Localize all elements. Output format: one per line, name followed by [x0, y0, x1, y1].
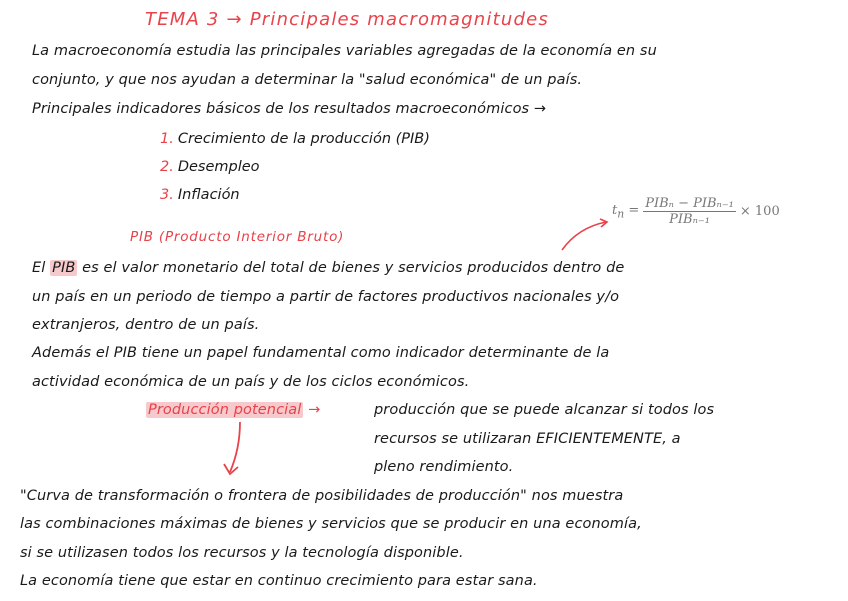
- page-title: TEMA 3 → Principales macromagnitudes: [145, 9, 549, 30]
- pib-def-line-3: extranjeros, dentro de un país.: [32, 317, 260, 333]
- curve-line-2: las combinaciones máximas de bienes y servicios que se producir en una economía,: [20, 516, 642, 532]
- pib-role-line-1: Además el PIB tiene un papel fundamental como indicador determinante de la: [32, 345, 610, 361]
- indicator-number: 1.: [160, 131, 174, 147]
- indicator-item-3: [160, 187, 240, 203]
- indicator-item-2: [160, 159, 260, 175]
- indicator-number: 3.: [160, 187, 174, 203]
- formula-times: × 100: [739, 204, 780, 219]
- curve-line-3: si se utilizasen todos los recursos y la tecnología disponible.: [20, 545, 464, 561]
- curve-line-1: "Curva de transformación o frontera de posibilidades de producción" nos muestra: [20, 488, 624, 504]
- down-arrow-icon: [222, 420, 252, 478]
- indicator-text: Crecimiento de la producción (PIB): [177, 131, 430, 147]
- potential-arrow: →: [308, 402, 321, 418]
- pib-role-line-2: actividad económica de un país y de los ciclos económicos.: [32, 374, 470, 390]
- formula-lhs: $t_n$ =: [612, 202, 640, 221]
- pib-highlight: PIB: [52, 260, 76, 276]
- potential-def-line-3: pleno rendimiento.: [374, 459, 514, 475]
- growth-formula: [612, 196, 780, 227]
- potential-def-line-1: producción que se puede alcanzar si todos los: [374, 402, 715, 418]
- intro-line-1: La macroeconomía estudia las principales variables agregadas de la economía en su: [32, 43, 657, 59]
- formula-fraction: [643, 196, 736, 227]
- formula-arrow-icon: [560, 218, 610, 252]
- closing-line: La economía tiene que estar en continuo crecimiento para estar sana.: [20, 573, 538, 589]
- indicator-text: Desempleo: [177, 159, 260, 175]
- potential-term-highlight: Producción potencial: [148, 402, 302, 418]
- potential-term: [146, 402, 320, 418]
- formula-numerator: PIBₙ − PIBₙ₋₁: [645, 196, 734, 211]
- pib-def-line-2: un país en un periodo de tiempo a partir de factores productivos nacionales y/o: [32, 289, 620, 305]
- potential-def-line-2: recursos se utilizaran EFICIENTEMENTE, a: [374, 431, 681, 447]
- indicator-item-1: [160, 131, 430, 147]
- pib-heading: PIB (Producto Interior Bruto): [130, 229, 345, 245]
- intro-line-3: Principales indicadores básicos de los resultados macroeconómicos →: [32, 101, 547, 117]
- indicator-text: Inflación: [177, 187, 240, 203]
- indicator-number: 2.: [160, 159, 174, 175]
- formula-denominator: PIBₙ₋₁: [669, 212, 710, 227]
- pib-def-line-1: El PIB es el valor monetario del total de bienes y servicios producidos dentro de: [32, 260, 625, 276]
- intro-line-2: conjunto, y que nos ayudan a determinar la "salud económica" de un país.: [32, 72, 583, 88]
